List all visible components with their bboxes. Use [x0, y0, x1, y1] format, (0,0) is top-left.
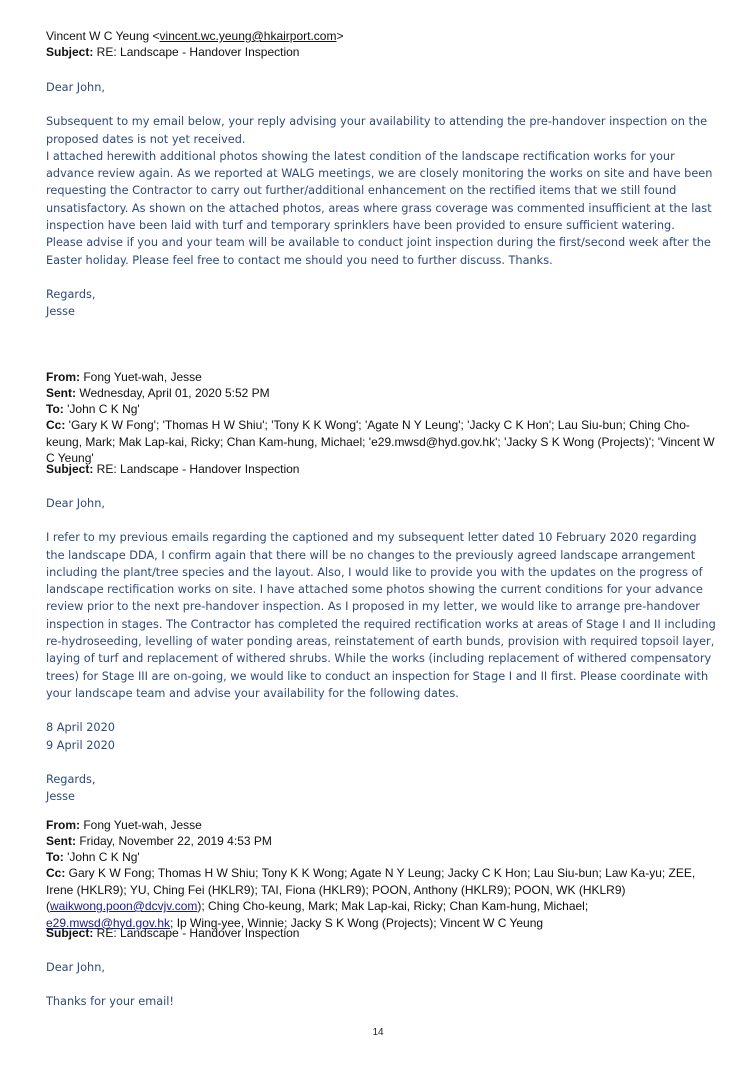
- email-header-cc-line: [46, 865, 718, 931]
- email-body-1: [46, 79, 718, 321]
- subject-text: RE: Landscape - Handover Inspection: [93, 45, 300, 59]
- subject-label: Subject:: [46, 45, 94, 59]
- body-paragraph: Please advise if you and your team will be available to conduct joint inspection during the first/second week after the Easter holiday. Please feel free to contact me should you need to further discuss. Thanks.: [46, 236, 711, 267]
- body-paragraph: Thanks for your email!: [46, 995, 174, 1009]
- to-value: 'John C K Ng': [63, 850, 140, 864]
- email-header-from-line: [46, 28, 343, 45]
- subject-text: RE: Landscape - Handover Inspection: [93, 462, 300, 476]
- email-header-subject-line: [46, 44, 299, 61]
- email-body-2: [46, 495, 718, 805]
- regards-text: Regards,: [46, 287, 96, 301]
- cc-email-link[interactable]: e29.mwsd@hyd.gov.hk: [46, 915, 171, 930]
- cc-value: ; Ip Wing-yee, Winnie; Jacky S K Wong (Projects); Vincent W C Yeung: [170, 915, 544, 930]
- cc-label: Cc:: [46, 418, 66, 432]
- salutation: Dear John,: [46, 497, 105, 510]
- subject-label: Subject:: [46, 462, 94, 476]
- email-body-3: [46, 959, 718, 1011]
- email-header-subject-line: [46, 461, 299, 478]
- subject-text: RE: Landscape - Handover Inspection: [93, 926, 300, 940]
- to-label: To:: [46, 402, 64, 416]
- sender-name: Vincent W C Yeung <: [46, 29, 160, 43]
- email-header-cc-line: [46, 417, 718, 467]
- date-option: 8 April 2020: [46, 721, 115, 735]
- subject-label: Subject:: [46, 926, 94, 940]
- sent-label: Sent:: [46, 386, 76, 400]
- body-paragraph: Subsequent to my email below, your reply advising your availability to attending the pre-handover inspection on the proposed dates is not yet received.: [46, 115, 708, 146]
- email-header-sent-line: [46, 385, 270, 402]
- to-value: 'John C K Ng': [63, 402, 140, 416]
- cc-label: Cc:: [46, 866, 66, 880]
- page-number: 14: [372, 1027, 384, 1038]
- from-label: From:: [46, 818, 80, 832]
- sender-email-close: >: [336, 29, 344, 43]
- sent-value: Friday, November 22, 2019 4:53 PM: [76, 834, 272, 848]
- from-value: Fong Yuet-wah, Jesse: [80, 370, 202, 384]
- email-header-sent-line: [46, 833, 272, 850]
- cc-value: ); Ching Cho-keung, Mark; Mak Lap-kai, Ricky; Chan Kam-hung, Michael;: [197, 899, 589, 913]
- salutation: Dear John,: [46, 961, 105, 974]
- email-header-to-line: [46, 401, 140, 418]
- regards-text: Regards,: [46, 772, 96, 786]
- signature-text: Jesse: [46, 305, 76, 319]
- from-value: Fong Yuet-wah, Jesse: [80, 818, 202, 832]
- email-header-to-line: [46, 849, 140, 866]
- sender-email-link[interactable]: vincent.wc.yeung@hkairport.com: [159, 29, 337, 43]
- cc-email-link[interactable]: waikwong.poon@dcvjv.com: [50, 899, 198, 913]
- salutation: Dear John,: [46, 81, 105, 94]
- body-paragraph: I attached herewith additional photos showing the latest condition of the landscape rectification works for your advance review again. As we reported at WALG meetings, we are closely monitoring the works on site and have been requesting the Contractor to carry out further/additional enhancement on the rectified items that we still found unsatisfactory. As shown on the attached photos, areas where grass coverage was commented insufficient at the last inspection have been laid with turf and temporary sprinklers have been provided to ensure sufficient watering.: [46, 149, 713, 233]
- from-label: From:: [46, 370, 80, 384]
- date-option: 9 April 2020: [46, 738, 115, 752]
- cc-value: Gary K W Fong; Thomas H W Shiu; Tony K K Wong; Agate N Y Leung; Jacky C K Hon; Lau Siu-bun; Law Ka-yu; ZEE, Irene (HKLR9); YU, Ching Fei (HKLR9); TAI, Fiona (HKLR9); POON, Anthony (HKLR9); POON, WK (HKLR9) (: [46, 866, 696, 913]
- email-header-subject-line: [46, 925, 299, 942]
- cc-value: 'Gary K W Fong'; 'Thomas H W Shiu'; 'Tony K K Wong'; 'Agate N Y Leung'; 'Jacky C K Hon'; Lau Siu-bun; Ching Cho-keung, Mark; Mak Lap-kai, Ricky; Chan Kam-hung, Michael; 'e29.mwsd@hyd.gov.hk'; 'Jacky S K Wong (Projects)'; 'Vincent W C Yeung': [46, 418, 715, 465]
- sent-label: Sent:: [46, 834, 76, 848]
- signature-text: Jesse: [46, 790, 76, 804]
- sent-value: Wednesday, April 01, 2020 5:52 PM: [76, 386, 270, 400]
- body-paragraph: I refer to my previous emails regarding the captioned and my subsequent letter dated 10 February 2020 regarding the landscape DDA, I confirm again that there will be no changes to the previously agreed landscape arrangement including the plant/tree species and the layout. Also, I would like to provide you with the updates on the progress of landscape rectification works on site. I have attached some photos showing the current conditions for your advance review prior to the next pre-handover inspection. As I proposed in my letter, we would like to arrange pre-handover inspection in stages. The Contractor has completed the required rectification works at areas of Stage I and II including re-hydroseeding, levelling of water ponding areas, reinstatement of earth bunds, provision with required topsoil layer, laying of turf and replacement of withered shrubs. While the works (including replacement of withered compensatory trees) for Stage III are on-going, we would like to conduct an inspection for Stage I and II first. Please coordinate with your landscape team and advise your availability for the following dates.: [46, 531, 716, 700]
- email-header-from-line: [46, 369, 202, 386]
- to-label: To:: [46, 850, 64, 864]
- email-header-from-line: [46, 817, 202, 834]
